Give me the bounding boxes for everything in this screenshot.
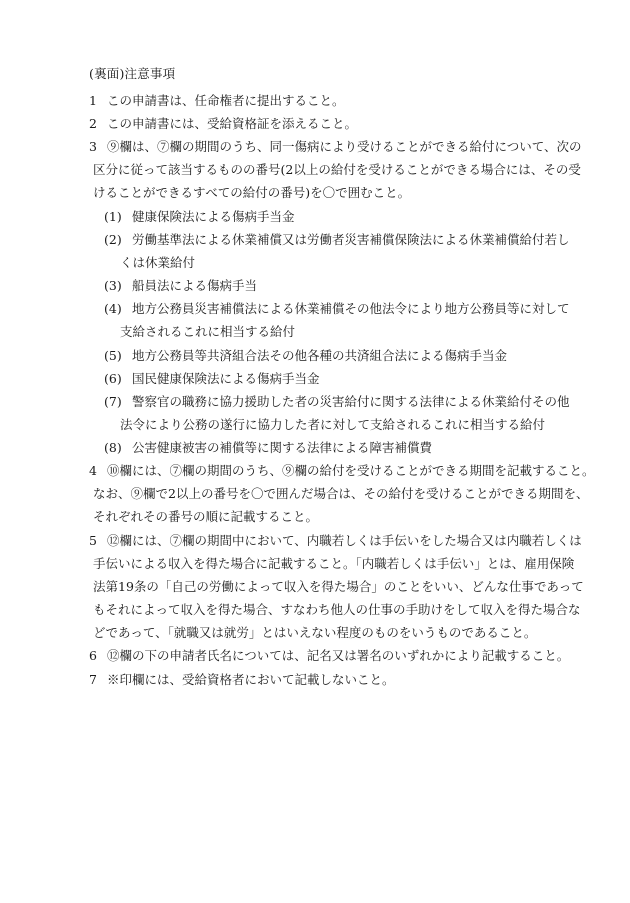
subitem-1-number: (1) — [104, 209, 122, 224]
subitem-2-number: (2) — [104, 232, 122, 247]
item-3-line-3: けることができるすべての給付の番号)を〇で囲むこと。 — [93, 185, 411, 200]
item-4-number: 4 — [89, 463, 97, 478]
page-heading: (裏面)注意事項 — [89, 66, 176, 81]
item-5-line-5: どであって、「就職又は就労」とはいえない程度のものをいうものであること。 — [93, 625, 537, 640]
subitem-7-number: (7) — [104, 394, 122, 409]
subitem-6-number: (6) — [104, 371, 122, 386]
subitem-7-line-1: 警察官の職務に協力援助した者の災害給付に関する法律による休業給付その他 — [132, 394, 570, 409]
item-1-number: 1 — [89, 93, 97, 108]
item-4-line-3: それぞれその番号の順に記載すること。 — [93, 509, 319, 524]
item-7-line-1: ※印欄には、受給資格者において記載しないこと。 — [107, 672, 395, 687]
item-3-line-1: ⑨欄は、⑦欄の期間のうち、同一傷病により受けることができる給付について、次の — [107, 139, 582, 154]
subitem-8-line-1: 公害健康被害の補償等に関する法律による障害補償費 — [132, 440, 433, 455]
subitem-4-line-1: 地方公務員災害補償法による休業補償その他法令により地方公務員等に対して — [132, 301, 570, 316]
subitem-1-line-1: 健康保険法による傷病手当金 — [132, 209, 295, 224]
item-1-line-1: この申請書は、任命権者に提出すること。 — [107, 93, 345, 108]
subitem-2-line-2: くは休業給付 — [120, 255, 196, 270]
item-5-line-2: 手伝いによる収入を得た場合に記載すること。「内職若しくは手伝い」とは、雇用保険 — [93, 556, 575, 571]
item-5-line-3: 法第19条の「自己の労働によって収入を得た場合」のことをいい、どんな仕事であって — [93, 579, 584, 594]
subitem-5-number: (5) — [104, 348, 122, 363]
item-2-line-1: この申請書には、受給資格証を添えること。 — [107, 116, 358, 131]
subitem-5-line-1: 地方公務員等共済組合法その他各種の共済組合法による傷病手当金 — [132, 348, 508, 363]
item-7-number: 7 — [89, 672, 97, 687]
item-4-line-1: ⑩欄には、⑦欄の期間のうち、⑨欄の給付を受けることができる期間を記載すること。 — [107, 463, 595, 478]
item-5-line-4: もそれによって収入を得た場合、すなわち他人の仕事の手助けをして収入を得た場合な — [93, 602, 581, 617]
item-3-number: 3 — [89, 139, 97, 154]
subitem-2-line-1: 労働基準法による休業補償又は労働者災害補償保険法による休業補償給付若し — [132, 232, 570, 247]
item-6-line-1: ⑫欄の下の申請者氏名については、記名又は署名のいずれかにより記載すること。 — [107, 648, 570, 663]
subitem-3-line-1: 船員法による傷病手当 — [132, 278, 258, 293]
item-6-number: 6 — [89, 648, 97, 663]
item-2-number: 2 — [89, 116, 97, 131]
subitem-4-line-2: 支給されるこれに相当する給付 — [120, 324, 296, 339]
item-4-line-2: なお、⑨欄で2以上の番号を〇で囲んだ場合は、その給付を受けることができる期間を、 — [93, 486, 589, 501]
subitem-4-number: (4) — [104, 301, 122, 316]
subitem-8-number: (8) — [104, 440, 122, 455]
subitem-6-line-1: 国民健康保険法による傷病手当金 — [132, 371, 320, 386]
subitem-3-number: (3) — [104, 278, 122, 293]
item-3-line-2: 区分に従って該当するものの番号(2以上の給付を受けることができる場合には、その受 — [93, 162, 581, 177]
subitem-7-line-2: 法令により公務の遂行に協力した者に対して支給されるこれに相当する給付 — [120, 417, 546, 432]
item-5-line-1: ⑫欄には、⑦欄の期間中において、内職若しくは手伝いをした場合又は内職若しくは — [107, 533, 582, 548]
item-5-number: 5 — [89, 533, 97, 548]
